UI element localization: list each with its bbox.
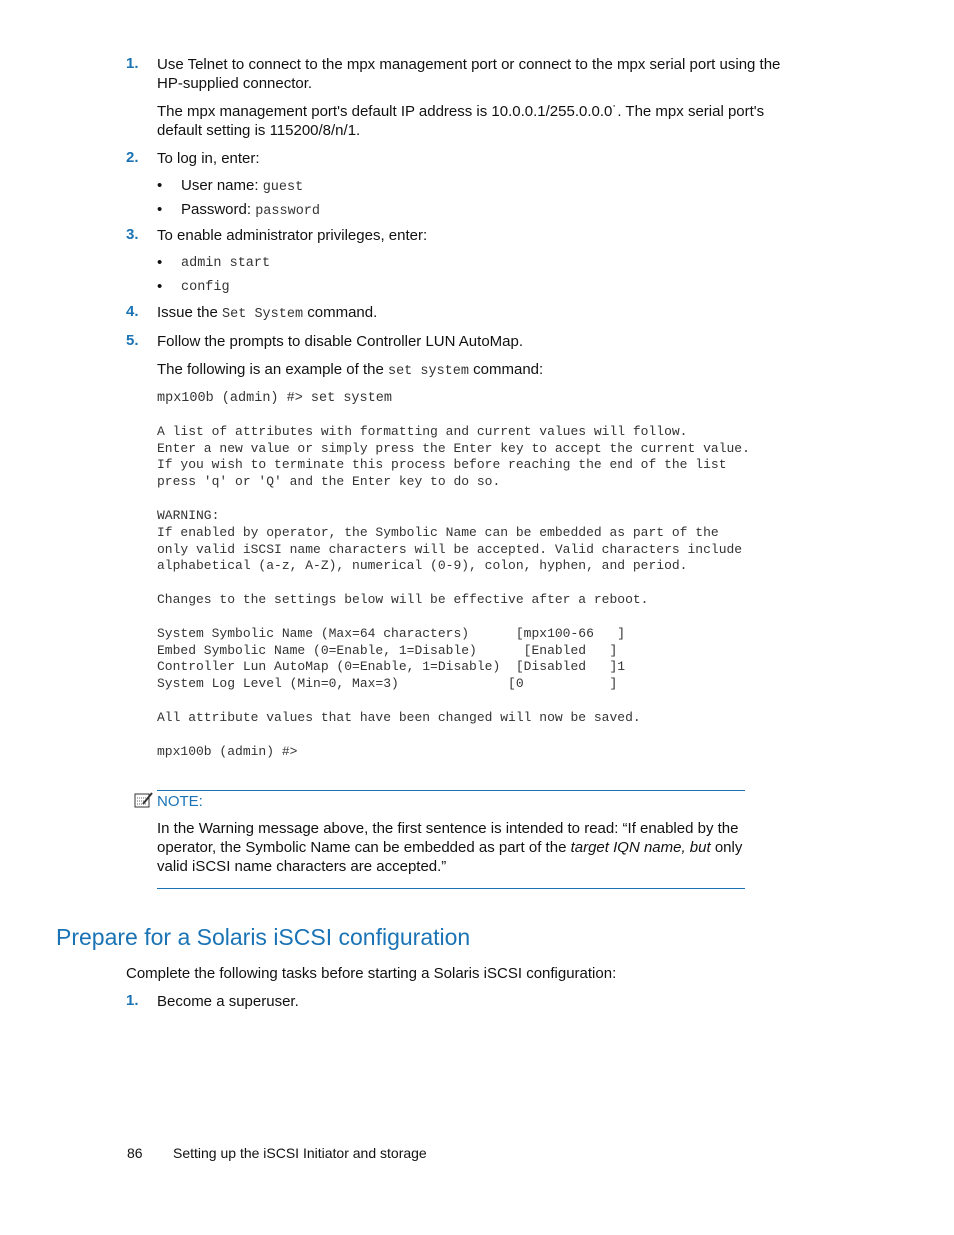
step-1-para-line1: The mpx management port's default IP address is 10.0.0.1/255.0.0.0˙. The mpx serial port's bbox=[157, 103, 765, 120]
step-number: 2. bbox=[126, 149, 139, 166]
note-line3: valid iSCSI name characters are accepted.” bbox=[157, 858, 447, 875]
code-line: Controller Lun AutoMap (0=Enable, 1=Disable) [Disabled ]1 bbox=[157, 659, 626, 674]
step-number: 1. bbox=[126, 55, 139, 72]
note-line2-pre: operator, the Symbolic Name can be embedded as part of the bbox=[157, 839, 571, 856]
code-line: alphabetical (a-z, A-Z), numerical (0-9), colon, hyphen, and period. bbox=[157, 558, 688, 573]
password-label: Password: bbox=[181, 201, 256, 218]
step-number: 5. bbox=[126, 332, 139, 349]
step-1-paragraph bbox=[157, 102, 797, 140]
footer-title: Setting up the iSCSI Initiator and storage bbox=[173, 1145, 427, 1161]
user-label: User name: bbox=[181, 177, 263, 194]
section-heading: Prepare for a Solaris iSCSI configuration bbox=[56, 924, 471, 950]
note-bottom-rule bbox=[157, 888, 745, 889]
step-1-para-line2: default setting is 115200/8/n/1. bbox=[157, 122, 361, 139]
code-line: mpx100b (admin) #> set system bbox=[157, 391, 392, 406]
step-number: 3. bbox=[126, 226, 139, 243]
step-3-text: To enable administrator privileges, enter: bbox=[157, 227, 428, 244]
code-line: Enter a new value or simply press the Enter key to accept the current value. bbox=[157, 441, 750, 456]
code-line: WARNING: bbox=[157, 508, 220, 523]
code-line: Changes to the settings below will be effective after a reboot. bbox=[157, 592, 649, 607]
step-number: 4. bbox=[126, 303, 139, 320]
note-line2 bbox=[157, 838, 757, 857]
user-value: guest bbox=[262, 180, 304, 195]
step-4-pre: Issue the bbox=[157, 304, 223, 321]
step-number: 1. bbox=[126, 992, 139, 1009]
code-line: press 'q' or 'Q' and the Enter key to do so. bbox=[157, 474, 501, 489]
code-line: If enabled by operator, the Symbolic Name can be embedded as part of the bbox=[157, 525, 719, 540]
step-5-para-code: set system bbox=[387, 364, 469, 379]
note-line2-post: only bbox=[710, 839, 743, 856]
code-line: System Symbolic Name (Max=64 characters) [mpx100-66 ] bbox=[157, 626, 626, 641]
step-2-text: To log in, enter: bbox=[157, 150, 260, 167]
code-line: System Log Level (Min=0, Max=3) [0 ] bbox=[157, 676, 618, 691]
note-icon bbox=[134, 791, 154, 813]
step-4-post: command. bbox=[303, 304, 378, 321]
step-5-para-pre: The following is an example of the bbox=[157, 361, 388, 378]
section-intro: Complete the following tasks before starting a Solaris iSCSI configuration: bbox=[126, 965, 617, 982]
step-1-line2: HP-supplied connector. bbox=[157, 75, 313, 92]
step-5-paragraph bbox=[157, 360, 797, 381]
bullet: • bbox=[157, 201, 163, 218]
note-line1: In the Warning message above, the first sentence is intended to read: “If enabled by the bbox=[157, 820, 739, 837]
code-line: mpx100b (admin) #> bbox=[157, 744, 298, 759]
step-5-text: Follow the prompts to disable Controller LUN AutoMap. bbox=[157, 333, 524, 350]
code-line: Embed Symbolic Name (0=Enable, 1=Disable) [Enabled ] bbox=[157, 643, 618, 658]
note-label: NOTE: bbox=[157, 793, 203, 810]
step-1-line1: Use Telnet to connect to the mpx management port or connect to the mpx serial port using the bbox=[157, 56, 781, 73]
section-step-1-text: Become a superuser. bbox=[157, 993, 299, 1010]
note-body bbox=[157, 819, 757, 876]
bullet: • bbox=[157, 254, 163, 271]
code-line: If you wish to terminate this process before reaching the end of the list bbox=[157, 457, 727, 472]
note-top-rule bbox=[157, 790, 745, 791]
config-command: config bbox=[181, 280, 230, 295]
admin-command: admin start bbox=[181, 256, 271, 271]
code-line: All attribute values that have been changed will now be saved. bbox=[157, 710, 641, 725]
password-value: password bbox=[255, 204, 321, 219]
step-4-text bbox=[157, 303, 797, 324]
bullet: • bbox=[157, 177, 163, 194]
code-line: A list of attributes with formatting and current values will follow. bbox=[157, 424, 688, 439]
page-number: 86 bbox=[127, 1145, 143, 1161]
login-password bbox=[181, 201, 320, 219]
code-line: only valid iSCSI name characters will be accepted. Valid characters include bbox=[157, 542, 743, 557]
note-line2-emphasis: target IQN name, but bbox=[570, 839, 711, 856]
step-1-text bbox=[157, 55, 797, 93]
login-user bbox=[181, 177, 303, 195]
bullet: • bbox=[157, 278, 163, 295]
step-4-code: Set System bbox=[222, 307, 304, 322]
step-5-para-post: command: bbox=[468, 361, 544, 378]
